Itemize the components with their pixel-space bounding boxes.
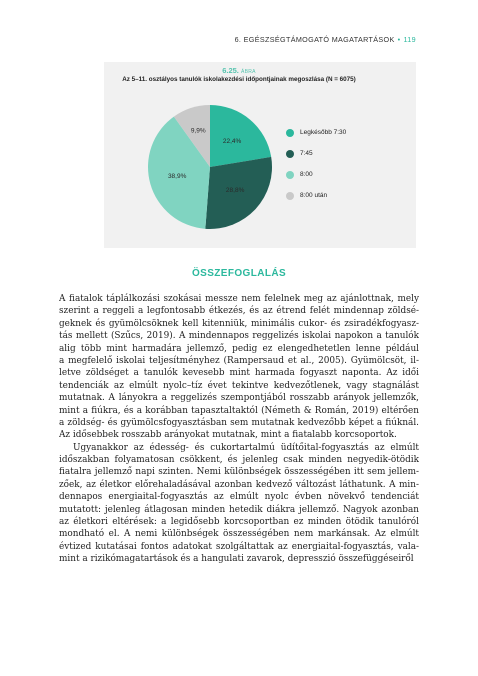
legend-label: Legkésőbb 7:30 <box>300 129 347 136</box>
text-line: mint a rizikómagatartások és a hangulati zavarok, depresszió összefüggéseiről <box>59 554 414 565</box>
chapter-title: 6. EGÉSZSÉGTÁMOGATÓ MAGATARTÁSOK <box>234 35 395 44</box>
pie-data-label: 9,9% <box>190 127 206 135</box>
text-line: Az idősebbek rosszabb arányokat mutatnak, mint a fiatalabb korcsoportok. <box>59 430 397 441</box>
pie-data-label: 22,4% <box>222 138 242 146</box>
figure-number <box>0 66 478 75</box>
text-line: geknek és gyümölcsöknek kell kitenniük, minimális cukor- és zsiradékfogyasz- <box>59 318 419 329</box>
running-header <box>235 35 416 44</box>
legend-swatch <box>286 192 294 200</box>
text-line: tás mellett (Szűcs, 2019). A mindennapos reggelizés iskolai napokon a tanulók <box>59 331 419 342</box>
text-line: alig több mint harmadára jellemző, pedig ez elengedhetetlen lenne például <box>59 343 419 354</box>
text-line: évtized kutatásai fontos adatokat szolgáltattak az energiaital-fogyasztás, vala- <box>59 541 419 552</box>
figure-title: Az 5–11. osztályos tanulók iskolakezdési időpontjainak megoszlása (N = 6075) <box>122 76 356 83</box>
body-text <box>59 293 419 566</box>
separator-dot: • <box>397 35 401 44</box>
text-line: a zöldség- és gyümölcsfogyasztásban sem mutatnak kedvezőbb képet a fiúknál. <box>59 417 419 428</box>
legend-swatch <box>286 129 294 137</box>
legend-item <box>286 149 346 158</box>
text-line: a megfelelő iskolai teljesítményhez (Rampersaud et al., 2005). Gyümölcsöt, il- <box>59 355 419 366</box>
pie-data-label: 28,8% <box>225 187 245 195</box>
pie-data-label: 38,9% <box>167 173 187 181</box>
text-line: letve zöldséget a tanulók kevesebb mint harmada fogyaszt naponta. Az idői <box>59 368 419 379</box>
text-line: dennapos energiaital-fogyasztás az elmúlt nyolc évben növekvő tendenciát <box>59 492 419 503</box>
legend-label: 8:00 után <box>300 192 328 199</box>
text-line: A fiatalok táplálkozási szokásai messze nem felelnek meg az ajánlottnak, mely <box>59 294 419 304</box>
text-line: Ugyanakkor az édesség- és cukortartalmú üdítőital-fogyasztás az elmúlt <box>73 442 419 453</box>
pie-chart <box>110 88 310 248</box>
legend-label: 8:00 <box>300 171 313 178</box>
text-line: az életkori eltérések: a legidősebb korcsoportban ez minden ötödik tanulóról <box>59 517 419 528</box>
chart-legend <box>286 128 346 212</box>
section-heading: ÖSSZEFOGLALÁS <box>191 268 287 279</box>
legend-label: 7:45 <box>300 150 313 157</box>
text-line: mint a fiúkra, és a korábban tapasztaltaktól (Németh & Román, 2019) eltérően <box>59 405 419 416</box>
text-line: időszakban folyamatosan csökkent, és jelenleg csak minden negyedik-ötödik <box>59 455 419 466</box>
figure-number-value: 6.25. <box>222 66 239 75</box>
text-line: mutatott: jelenleg átlagosan minden hetedik diákra jellemző. Nagyok azonban <box>59 504 419 515</box>
text-line: mutatnak. A lányokra a reggelizés szempontjából rosszabb arányok jellemzők, <box>59 393 419 404</box>
page-number: 119 <box>403 35 416 44</box>
text-line: fiatalra jellemző napi szinten. Nemi különbségek összességében itt sem jellem- <box>59 467 419 478</box>
legend-swatch <box>286 171 294 179</box>
text-line: szerint a reggeli a legfontosabb étkezés, és az étrend felét mindennap zöldsé- <box>59 306 419 317</box>
legend-item <box>286 191 346 200</box>
figure-number-suffix: ÁBRA <box>240 69 256 75</box>
legend-swatch <box>286 150 294 158</box>
text-line: mondható el. A nemi különbségek összességében nem markánsak. Az elmúlt <box>59 529 419 540</box>
text-line: tendenciák az elmúlt nyolc–tíz évet tekintve kedvezőtlenek, vagy stagnálást <box>59 380 419 391</box>
legend-item <box>286 170 346 179</box>
legend-item <box>286 128 346 137</box>
pie-slice <box>210 105 271 167</box>
text-line: zőek, az életkor előrehaladásával azonban kedvező változást láthatunk. A min- <box>59 479 419 490</box>
